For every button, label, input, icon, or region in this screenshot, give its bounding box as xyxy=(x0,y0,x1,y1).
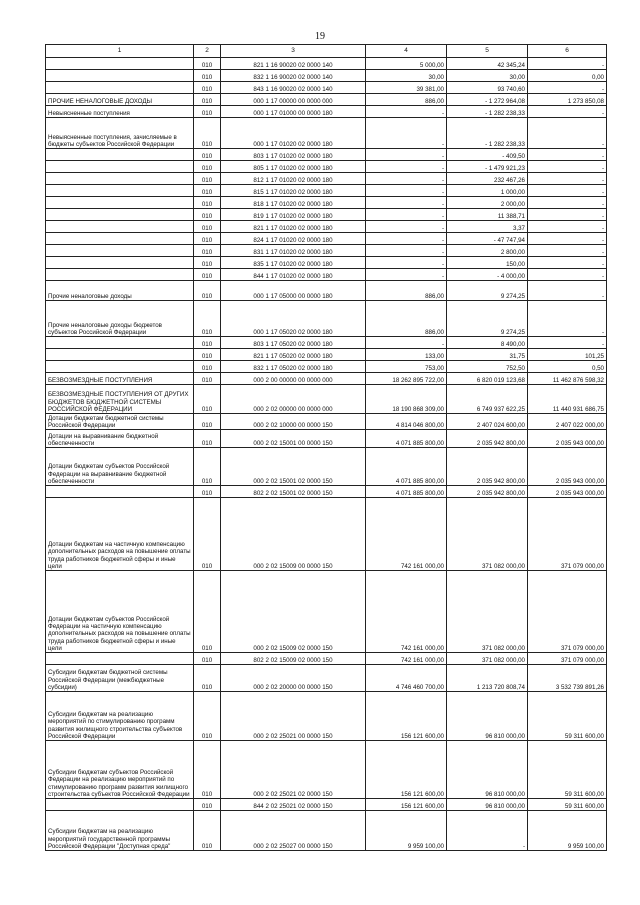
row-kbk-cell: 805 1 17 01020 02 0000 180 xyxy=(221,161,366,173)
row-value-cell: - xyxy=(528,197,607,209)
row-name-cell: Субсидии бюджетам на реализацию мероприятий по стимулированию программ развития жилищного строительства субъектов Российской Федерации xyxy=(46,692,194,741)
table-row xyxy=(46,269,607,281)
row-name-cell xyxy=(46,197,194,209)
row-kbk-cell: 000 2 02 25021 02 0000 150 xyxy=(221,741,366,799)
row-value-cell: - xyxy=(366,337,447,349)
row-value-cell: 42 345,24 xyxy=(447,58,528,70)
row-kbk-cell: 819 1 17 01020 02 0000 180 xyxy=(221,209,366,221)
row-value-cell: 742 161 000,00 xyxy=(366,571,447,653)
row-value-cell: - xyxy=(528,82,607,94)
table-row xyxy=(46,197,607,209)
column-header: 5 xyxy=(447,45,528,58)
row-value-cell: 371 082 000,00 xyxy=(447,571,528,653)
row-value-cell: 6 820 019 123,68 xyxy=(447,373,528,385)
row-name-cell: Невыясненные поступления, зачисляемые в бюджеты субъектов Российской Федерации xyxy=(46,118,194,149)
row-value-cell: 6 749 937 622,25 xyxy=(447,385,528,414)
row-name-cell: Прочие неналоговые доходы xyxy=(46,281,194,301)
row-kbk-cell: 844 1 17 01020 02 0000 180 xyxy=(221,269,366,281)
row-code-cell: 010 xyxy=(194,106,221,118)
row-value-cell: - 4 000,00 xyxy=(447,269,528,281)
row-value-cell: 11 440 931 686,75 xyxy=(528,385,607,414)
table-row xyxy=(46,149,607,161)
row-value-cell: 371 079 000,00 xyxy=(528,653,607,665)
row-code-cell: 010 xyxy=(194,414,221,430)
table-row xyxy=(46,486,607,498)
table-row xyxy=(46,741,607,799)
row-code-cell: 010 xyxy=(194,245,221,257)
row-name-cell: Прочие неналоговые доходы бюджетов субъектов Российской Федерации xyxy=(46,301,194,337)
row-value-cell: - xyxy=(528,301,607,337)
row-value-cell: 30,00 xyxy=(366,70,447,82)
row-value-cell: - xyxy=(366,233,447,245)
row-kbk-cell: 000 1 17 00000 00 0000 000 xyxy=(221,94,366,106)
row-name-cell xyxy=(46,257,194,269)
page-number: 19 xyxy=(315,31,325,42)
row-code-cell: 010 xyxy=(194,571,221,653)
table-row xyxy=(46,221,607,233)
row-value-cell: 9 274,25 xyxy=(447,301,528,337)
row-kbk-cell: 000 2 00 00000 00 0000 000 xyxy=(221,373,366,385)
row-value-cell: - xyxy=(528,245,607,257)
row-value-cell: - xyxy=(366,173,447,185)
row-value-cell: - xyxy=(366,245,447,257)
row-value-cell: 11 388,71 xyxy=(447,209,528,221)
row-value-cell: 96 810 000,00 xyxy=(447,741,528,799)
row-value-cell: 1 000,00 xyxy=(447,185,528,197)
row-kbk-cell: 821 1 17 05020 02 0000 180 xyxy=(221,349,366,361)
row-value-cell: 0,00 xyxy=(528,70,607,82)
row-kbk-cell: 000 2 02 25027 00 0000 150 xyxy=(221,811,366,851)
row-value-cell: - xyxy=(528,221,607,233)
row-value-cell: 59 311 600,00 xyxy=(528,799,607,811)
row-code-cell: 010 xyxy=(194,349,221,361)
row-value-cell: 753,00 xyxy=(366,361,447,373)
row-kbk-cell: 000 1 17 05020 02 0000 180 xyxy=(221,301,366,337)
row-value-cell: - xyxy=(528,118,607,149)
row-code-cell: 010 xyxy=(194,301,221,337)
row-kbk-cell: 843 1 16 90020 02 0000 140 xyxy=(221,82,366,94)
row-code-cell: 010 xyxy=(194,361,221,373)
table-row xyxy=(46,257,607,269)
row-value-cell: 1 213 720 808,74 xyxy=(447,665,528,692)
row-code-cell: 010 xyxy=(194,498,221,571)
row-name-cell xyxy=(46,653,194,665)
row-value-cell: 9 959 100,00 xyxy=(366,811,447,851)
row-value-cell: - xyxy=(528,149,607,161)
row-code-cell: 010 xyxy=(194,197,221,209)
row-value-cell: - xyxy=(528,233,607,245)
row-value-cell: - xyxy=(528,185,607,197)
row-value-cell: 18 190 868 309,00 xyxy=(366,385,447,414)
row-value-cell: - xyxy=(528,257,607,269)
table-row xyxy=(46,571,607,653)
table-row xyxy=(46,692,607,741)
row-kbk-cell: 824 1 17 01020 02 0000 180 xyxy=(221,233,366,245)
row-value-cell: - xyxy=(528,161,607,173)
row-kbk-cell: 832 1 16 90020 02 0000 140 xyxy=(221,70,366,82)
row-value-cell: 2 035 943 000,00 xyxy=(528,486,607,498)
row-value-cell: - xyxy=(528,269,607,281)
budget-table xyxy=(45,44,607,851)
row-value-cell: - xyxy=(366,269,447,281)
row-value-cell: 5 000,00 xyxy=(366,58,447,70)
row-value-cell: 96 810 000,00 xyxy=(447,799,528,811)
table-row xyxy=(46,430,607,448)
row-name-cell xyxy=(46,486,194,498)
row-value-cell: 371 079 000,00 xyxy=(528,498,607,571)
row-value-cell: - xyxy=(528,173,607,185)
row-value-cell: - xyxy=(366,197,447,209)
row-name-cell: Невыясненные поступления xyxy=(46,106,194,118)
row-value-cell: 2 035 942 800,00 xyxy=(447,430,528,448)
row-value-cell: 886,00 xyxy=(366,94,447,106)
row-name-cell: Дотации бюджетам на частичную компенсацию дополнительных расходов на повышение оплаты труда работников бюджетной сферы и иные цели xyxy=(46,498,194,571)
row-code-cell: 010 xyxy=(194,665,221,692)
row-name-cell: Субсидии бюджетам бюджетной системы Российской Федерации (межбюджетные субсидии) xyxy=(46,665,194,692)
row-value-cell: - xyxy=(366,106,447,118)
row-name-cell xyxy=(46,245,194,257)
row-name-cell xyxy=(46,361,194,373)
row-kbk-cell: 821 1 16 90020 02 0000 140 xyxy=(221,58,366,70)
table-row xyxy=(46,161,607,173)
row-value-cell: 4 814 046 800,00 xyxy=(366,414,447,430)
row-kbk-cell: 844 2 02 25021 02 0000 150 xyxy=(221,799,366,811)
table-row xyxy=(46,94,607,106)
row-value-cell: 742 161 000,00 xyxy=(366,498,447,571)
row-name-cell xyxy=(46,185,194,197)
row-value-cell: - xyxy=(366,149,447,161)
row-value-cell: - 409,50 xyxy=(447,149,528,161)
row-name-cell xyxy=(46,233,194,245)
row-code-cell: 010 xyxy=(194,653,221,665)
row-value-cell: 371 079 000,00 xyxy=(528,571,607,653)
row-code-cell: 010 xyxy=(194,448,221,486)
table-row xyxy=(46,106,607,118)
row-name-cell: Субсидии бюджетам субъектов Российской Федерации на реализацию мероприятий по стимулированию программ развития жилищного строительства субъектов Российской Федерации xyxy=(46,741,194,799)
row-code-cell: 010 xyxy=(194,118,221,149)
row-name-cell: ПРОЧИЕ НЕНАЛОГОВЫЕ ДОХОДЫ xyxy=(46,94,194,106)
row-kbk-cell: 000 1 17 01020 02 0000 180 xyxy=(221,118,366,149)
row-value-cell: 3,37 xyxy=(447,221,528,233)
row-value-cell: 39 381,00 xyxy=(366,82,447,94)
row-code-cell: 010 xyxy=(194,269,221,281)
table-row xyxy=(46,281,607,301)
table-row xyxy=(46,185,607,197)
row-value-cell: 156 121 600,00 xyxy=(366,799,447,811)
row-name-cell xyxy=(46,337,194,349)
row-value-cell: 2 407 024 600,00 xyxy=(447,414,528,430)
row-kbk-cell: 000 2 02 00000 00 0000 000 xyxy=(221,385,366,414)
row-value-cell: - xyxy=(528,58,607,70)
row-value-cell: 156 121 600,00 xyxy=(366,692,447,741)
row-name-cell: Дотации на выравнивание бюджетной обеспеченности xyxy=(46,430,194,448)
row-code-cell: 010 xyxy=(194,385,221,414)
row-name-cell xyxy=(46,58,194,70)
row-value-cell: - xyxy=(366,209,447,221)
table-row xyxy=(46,82,607,94)
row-name-cell: Субсидии бюджетам на реализацию мероприятий государственной программы Российской Федерации "Доступная среда" xyxy=(46,811,194,851)
row-value-cell: 150,00 xyxy=(447,257,528,269)
row-value-cell: - xyxy=(366,185,447,197)
table-row xyxy=(46,665,607,692)
row-code-cell: 010 xyxy=(194,185,221,197)
row-code-cell: 010 xyxy=(194,337,221,349)
row-value-cell: - 47 747,94 xyxy=(447,233,528,245)
row-kbk-cell: 802 2 02 15009 02 0000 150 xyxy=(221,653,366,665)
row-kbk-cell: 000 2 02 15001 00 0000 150 xyxy=(221,430,366,448)
row-kbk-cell: 832 1 17 05020 02 0000 180 xyxy=(221,361,366,373)
table-row xyxy=(46,385,607,414)
column-header: 4 xyxy=(366,45,447,58)
row-kbk-cell: 000 2 02 15001 02 0000 150 xyxy=(221,448,366,486)
row-name-cell xyxy=(46,173,194,185)
row-value-cell: 2 407 022 000,00 xyxy=(528,414,607,430)
table-row xyxy=(46,373,607,385)
row-value-cell: 4 071 885 800,00 xyxy=(366,448,447,486)
column-header: 3 xyxy=(221,45,366,58)
row-value-cell: 101,25 xyxy=(528,349,607,361)
row-value-cell: 18 262 895 722,00 xyxy=(366,373,447,385)
row-name-cell xyxy=(46,799,194,811)
row-code-cell: 010 xyxy=(194,94,221,106)
row-value-cell: 11 462 876 598,32 xyxy=(528,373,607,385)
row-name-cell: БЕЗВОЗМЕЗДНЫЕ ПОСТУПЛЕНИЯ ОТ ДРУГИХ БЮДЖЕТОВ БЮДЖЕТНОЙ СИСТЕМЫ РОССИЙСКОЙ ФЕДЕРАЦИИ xyxy=(46,385,194,414)
table-row xyxy=(46,799,607,811)
table-row xyxy=(46,337,607,349)
table-row xyxy=(46,653,607,665)
table-row xyxy=(46,301,607,337)
row-value-cell: - xyxy=(447,811,528,851)
table-row xyxy=(46,414,607,430)
row-value-cell: 9 959 100,00 xyxy=(528,811,607,851)
row-value-cell: 4 071 885 800,00 xyxy=(366,486,447,498)
row-code-cell: 010 xyxy=(194,257,221,269)
row-value-cell: 93 740,60 xyxy=(447,82,528,94)
row-code-cell: 010 xyxy=(194,221,221,233)
row-value-cell: 96 810 000,00 xyxy=(447,692,528,741)
row-value-cell: - xyxy=(366,257,447,269)
table-row xyxy=(46,811,607,851)
row-value-cell: 8 490,00 xyxy=(447,337,528,349)
row-value-cell: 59 311 600,00 xyxy=(528,741,607,799)
row-kbk-cell: 000 1 17 01000 00 0000 180 xyxy=(221,106,366,118)
row-name-cell: Дотации бюджетам бюджетной системы Российской Федерации xyxy=(46,414,194,430)
row-code-cell: 010 xyxy=(194,161,221,173)
row-kbk-cell: 000 2 02 15009 02 0000 150 xyxy=(221,571,366,653)
row-value-cell: - 1 282 238,33 xyxy=(447,106,528,118)
row-name-cell xyxy=(46,70,194,82)
table-row xyxy=(46,70,607,82)
row-kbk-cell: 803 1 17 05020 02 0000 180 xyxy=(221,337,366,349)
row-code-cell: 010 xyxy=(194,373,221,385)
row-name-cell: БЕЗВОЗМЕЗДНЫЕ ПОСТУПЛЕНИЯ xyxy=(46,373,194,385)
row-value-cell: - 1 272 964,08 xyxy=(447,94,528,106)
row-code-cell: 010 xyxy=(194,82,221,94)
row-value-cell: 886,00 xyxy=(366,281,447,301)
row-value-cell: - 1 479 921,23 xyxy=(447,161,528,173)
row-kbk-cell: 802 2 02 15001 02 0000 150 xyxy=(221,486,366,498)
row-value-cell: 31,75 xyxy=(447,349,528,361)
table-row xyxy=(46,58,607,70)
row-value-cell: 886,00 xyxy=(366,301,447,337)
table-row xyxy=(46,498,607,571)
row-code-cell: 010 xyxy=(194,281,221,301)
row-value-cell: 0,50 xyxy=(528,361,607,373)
row-kbk-cell: 000 2 02 20000 00 0000 150 xyxy=(221,665,366,692)
row-value-cell: 1 273 850,08 xyxy=(528,94,607,106)
row-code-cell: 010 xyxy=(194,811,221,851)
table-row xyxy=(46,233,607,245)
row-name-cell xyxy=(46,82,194,94)
row-code-cell: 010 xyxy=(194,70,221,82)
row-value-cell: - xyxy=(528,281,607,301)
row-code-cell: 010 xyxy=(194,173,221,185)
row-value-cell: 156 121 600,00 xyxy=(366,741,447,799)
column-header: 6 xyxy=(528,45,607,58)
row-value-cell: 371 082 000,00 xyxy=(447,498,528,571)
row-value-cell: - xyxy=(528,209,607,221)
table-row xyxy=(46,209,607,221)
row-value-cell: 232 467,26 xyxy=(447,173,528,185)
row-code-cell: 010 xyxy=(194,58,221,70)
table-row xyxy=(46,448,607,486)
table-row xyxy=(46,349,607,361)
row-code-cell: 010 xyxy=(194,692,221,741)
row-value-cell: 2 000,00 xyxy=(447,197,528,209)
row-name-cell xyxy=(46,209,194,221)
table-row xyxy=(46,361,607,373)
table-row xyxy=(46,118,607,149)
row-value-cell: 752,50 xyxy=(447,361,528,373)
row-code-cell: 010 xyxy=(194,233,221,245)
row-code-cell: 010 xyxy=(194,486,221,498)
row-name-cell xyxy=(46,161,194,173)
row-value-cell: 2 035 943 000,00 xyxy=(528,430,607,448)
row-name-cell xyxy=(46,149,194,161)
row-value-cell: 2 800,00 xyxy=(447,245,528,257)
row-value-cell: 30,00 xyxy=(447,70,528,82)
row-kbk-cell: 000 2 02 25021 00 0000 150 xyxy=(221,692,366,741)
row-value-cell: 59 311 600,00 xyxy=(528,692,607,741)
row-value-cell: 2 035 942 800,00 xyxy=(447,448,528,486)
row-name-cell: Дотации бюджетам субъектов Российской Федерации на частичную компенсацию дополнительных расходов на повышение оплаты труда работников бюджетной сферы и иные цели xyxy=(46,571,194,653)
row-value-cell: - xyxy=(528,106,607,118)
row-kbk-cell: 831 1 17 01020 02 0000 180 xyxy=(221,245,366,257)
row-value-cell: 3 532 739 891,26 xyxy=(528,665,607,692)
row-kbk-cell: 821 1 17 01020 02 0000 180 xyxy=(221,221,366,233)
row-value-cell: - xyxy=(366,161,447,173)
row-kbk-cell: 803 1 17 01020 02 0000 180 xyxy=(221,149,366,161)
table-row xyxy=(46,173,607,185)
row-kbk-cell: 000 1 17 05000 00 0000 180 xyxy=(221,281,366,301)
row-code-cell: 010 xyxy=(194,799,221,811)
row-code-cell: 010 xyxy=(194,149,221,161)
row-value-cell: - xyxy=(366,221,447,233)
row-name-cell: Дотации бюджетам субъектов Российской Федерации на выравнивание бюджетной обеспеченности xyxy=(46,448,194,486)
row-kbk-cell: 835 1 17 01020 02 0000 180 xyxy=(221,257,366,269)
row-kbk-cell: 818 1 17 01020 02 0000 180 xyxy=(221,197,366,209)
row-kbk-cell: 000 2 02 10000 00 0000 150 xyxy=(221,414,366,430)
row-kbk-cell: 812 1 17 01020 02 0000 180 xyxy=(221,173,366,185)
table-row xyxy=(46,245,607,257)
row-code-cell: 010 xyxy=(194,430,221,448)
row-value-cell: 4 746 460 700,00 xyxy=(366,665,447,692)
row-kbk-cell: 815 1 17 01020 02 0000 180 xyxy=(221,185,366,197)
row-value-cell: 133,00 xyxy=(366,349,447,361)
row-name-cell xyxy=(46,269,194,281)
row-code-cell: 010 xyxy=(194,741,221,799)
row-kbk-cell: 000 2 02 15009 00 0000 150 xyxy=(221,498,366,571)
row-code-cell: 010 xyxy=(194,209,221,221)
column-header: 2 xyxy=(194,45,221,58)
row-value-cell: - xyxy=(366,118,447,149)
row-value-cell: 4 071 885 800,00 xyxy=(366,430,447,448)
row-name-cell xyxy=(46,349,194,361)
row-name-cell xyxy=(46,221,194,233)
row-value-cell: 9 274,25 xyxy=(447,281,528,301)
row-value-cell: - 1 282 238,33 xyxy=(447,118,528,149)
row-value-cell: 2 035 942 800,00 xyxy=(447,486,528,498)
column-header: 1 xyxy=(46,45,194,58)
row-value-cell: - xyxy=(528,337,607,349)
row-value-cell: 2 035 943 000,00 xyxy=(528,448,607,486)
column-header-row xyxy=(46,45,607,58)
row-value-cell: 742 161 000,00 xyxy=(366,653,447,665)
row-value-cell: 371 082 000,00 xyxy=(447,653,528,665)
